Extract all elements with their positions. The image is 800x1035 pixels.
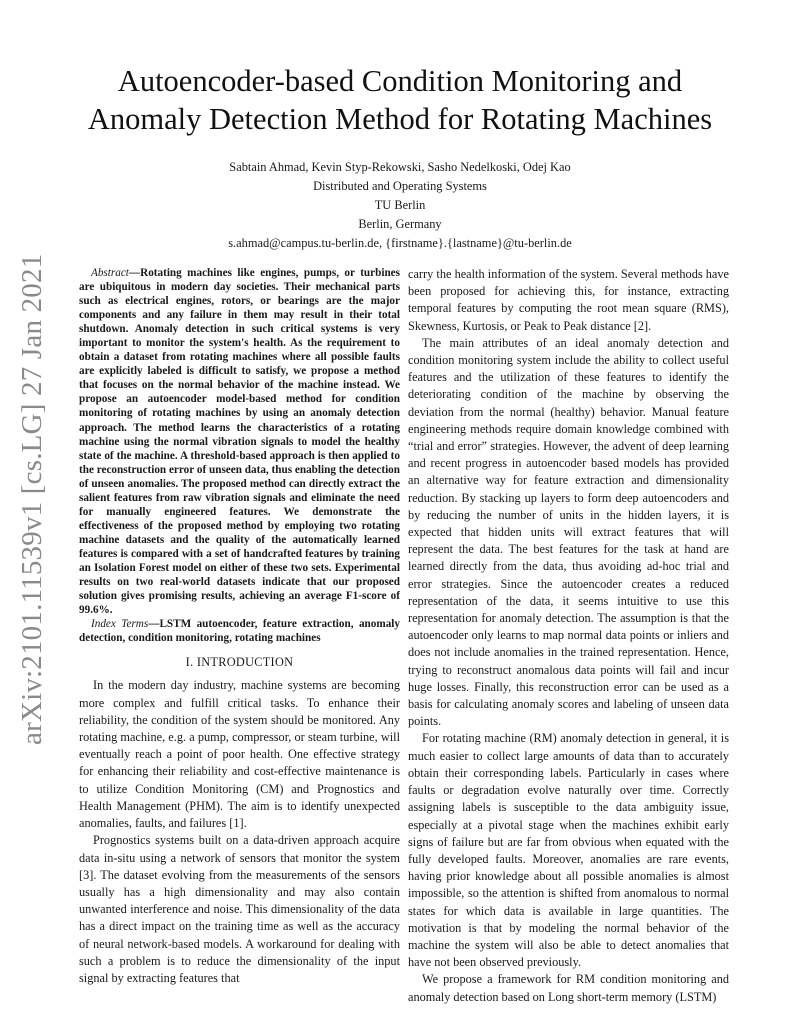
abstract-dash: — xyxy=(128,267,141,279)
author-location: Berlin, Germany xyxy=(358,217,442,231)
intro-paragraph-1: In the modern day industry, machine systems are becoming more complex and fulfill critical tasks. To enhance their reliability, the condition of the system should be monitored. Any rotating machine, e.g. a pump, compressor, or steam turbine, will eventually reach a point of poor health. One effective strategy for enhancing their reliability and cost-effective maintenance is to utilize Condition Monitoring (CM) and Prognostics and Health Management (PHM). The aim is to identify unexpected anomalies, faults, and failures [1]. xyxy=(79,678,400,831)
paper-title-line-1: Autoencoder-based Condition Monitoring and xyxy=(117,64,683,98)
paper-title xyxy=(60,62,740,138)
intro-paragraph-5: We propose a framework for RM condition monitoring and anomaly detection based on Long short-term memory (LSTM) xyxy=(408,972,729,1004)
author-department: Distributed and Operating Systems xyxy=(313,179,487,193)
index-terms-label: Index Terms xyxy=(91,618,149,631)
index-terms-dash: — xyxy=(148,618,160,631)
arxiv-identifier-stamp: arXiv:2101.11539v1 [cs.LG] 27 Jan 2021 xyxy=(16,253,48,745)
section-heading-introduction: I. INTRODUCTION xyxy=(185,655,294,670)
left-column xyxy=(79,266,400,987)
abstract-label: Abstract xyxy=(91,267,129,279)
author-university: TU Berlin xyxy=(374,198,426,212)
index-terms-text: LSTM autoencoder, feature extraction, anomaly detection, condition monitoring, rotating machines xyxy=(79,618,400,645)
right-column xyxy=(408,266,729,1006)
author-names: Sabtain Ahmad, Kevin Styp-Rekowski, Sasho Nedelkoski, Odej Kao xyxy=(229,160,571,174)
author-emails: s.ahmad@campus.tu-berlin.de, {firstname}.{lastname}@tu-berlin.de xyxy=(228,236,572,250)
index-terms xyxy=(79,617,400,645)
intro-paragraph-3: The main attributes of an ideal anomaly detection and condition monitoring system include the ability to collect useful features and the utilization of these features to identify the deteriorating condition of the machine by observing the deviation from the normal (healthy) behavior. Manual feature engineering methods require domain knowledge combined with “trial and error” strategies. However, the advent of deep learning and recent progress in autoencoder based models has provided an alternative way for feature extraction and dimensionality reduction. By stacking up layers to form deep autoencoders and by reducing the number of units in the hidden layers, it is expected that hidden units will extract features that will represent the data. The best features for the task at hand are learned directly from the data, thus avoiding ad-hoc trial and error strategies. Since the autoencoder creates a reduced representation of the data, it seems intuitive to use this representation for anomaly detection. The assumption is that the autoencoder only learns to map normal data points or inliers and does not include anomalies in the trained representation. Hence, trying to reconstruct anomalous data points will fail and incur huge losses. Finally, this reconstruction error can be used as a basis for calculating anomaly scores and labeling of unseen data points. xyxy=(408,335,729,729)
intro-paragraph-2: Prognostics systems built on a data-driven approach acquire data in-situ using a network of sensors that monitor the system [3]. The dataset evolving from the measurements of the sensors usually has a high dimensionality and may also contain unwanted interference and noise. This dimensionality of the data has a direct impact on the training time as well as the accuracy of neural network-based models. A workaround for dealing with such a problem is to reduce the dimensionality of the input signal by extracting features that xyxy=(79,833,400,985)
intro-paragraph-2-continued: carry the health information of the system. Several methods have been proposed for achieving this, for instance, extracting temporal features by computing the root mean square (RMS), Skewness, Kurtosis, or Peak to Peak distance [2]. xyxy=(408,267,729,333)
abstract xyxy=(79,266,400,617)
intro-paragraph-4: For rotating machine (RM) anomaly detection in general, it is much easier to collect large amounts of data than to accurately obtain their corresponding labels. Particularly in cases where faults or degradation evolve naturally over time. Correctly assigning labels is susceptible to the data ambiguity issue, especially at a pivotal stage when the machines exhibit early signs of failure but are far from obvious when equated with the fully developed faults. Moreover, anomalies are rare events, having prior knowledge about all possible anomalies is almost impossible, so the attention is shifted from anomalous to normal states for which data is available in large quantities. The motivation is that by modeling the normal behavior of the machine the system will also be able to detect anomalies that have not been observed previously. xyxy=(408,731,729,970)
abstract-text: Rotating machines like engines, pumps, or turbines are ubiquitous in modern day societies. Their mechanical parts such as electrical engines, rotors, or bearings are the major components and any failure in them may result in their total shutdown. Anomaly detection in such critical systems is very important to monitor the system's health. As the requirement to obtain a dataset from rotating machines where all possible faults are explicitly labeled is difficult to satisfy, we propose a method that focuses on the normal behavior of the machine instead. We propose an autoencoder model-based method for condition monitoring of rotating machines by using an anomaly detection approach. The method learns the characteristics of a rotating machine using the normal vibration signals to model the healthy state of the machine. A threshold-based approach is then applied to the reconstruction error of unseen data, thus enabling the detection of unseen anomalies. The proposed method can directly extract the salient features from raw vibration signals and eliminate the need for manually engineered features. We demonstrate the effectiveness of the proposed method by employing two rotating machine datasets and the quality of the automatically learned features is compared with a set of handcrafted features by training an Isolation Forest model on either of these two sets. Experimental results on two real-world datasets indicate that our proposed solution gives promising results, achieving an average F1-score of 99.6%. xyxy=(79,267,400,617)
author-block xyxy=(60,158,740,253)
paper-title-line-2: Anomaly Detection Method for Rotating Machines xyxy=(87,102,713,136)
